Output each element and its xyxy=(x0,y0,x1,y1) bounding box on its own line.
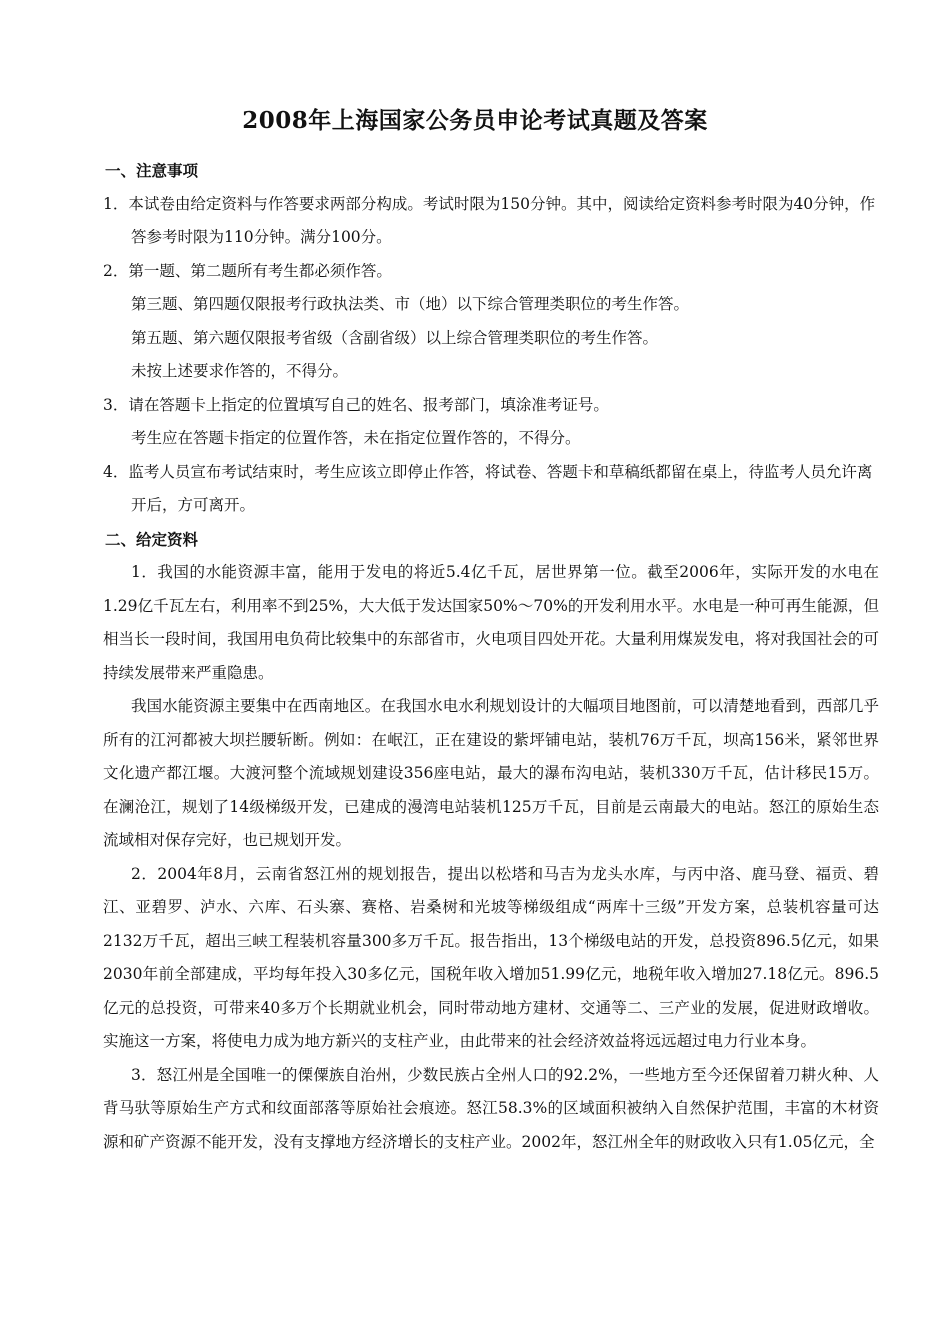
document-title: 2008年上海国家公务员申论考试真题及答案 xyxy=(242,107,708,134)
section-heading-notes: 一、注意事项 xyxy=(105,161,199,180)
notes-item-2-line-3: 第五题、第六题仅限报考省级（含副省级）以上综合管理类职位的考生作答。 xyxy=(131,328,659,347)
notes-item-3-line-2: 考生应在答题卡指定的位置作答，未在指定位置作答的，不得分。 xyxy=(131,429,581,447)
notes-item-2-line-4: 未按上述要求作答的，不得分。 xyxy=(131,362,349,380)
material-paragraph-4: 3．怒江州是全国唯一的傈僳族自治州，少数民族占全州人口的92.2%，一些地方至今还保留着刀耕火种、人背马驮等原始生产方式和纹面部落等原始社会痕迹。怒江58.3%的区域面积被纳入自然保护范围，丰富的木材资源和矿产资源不能开发，没有支撑地方经济增长的支柱产业。2002年，怒江州全年的财政收入只有1.05亿元，全 xyxy=(103,1065,879,1151)
material-paragraph-3: 2．2004年8月，云南省怒江州的规划报告，提出以松塔和马吉为龙头水库，与丙中洛、鹿马登、福贡、碧江、亚碧罗、泸水、六库、石头寨、赛格、岩桑树和光坡等梯级组成“两库十三级”开发方案，总装机容量可达2132万千瓦，超出三峡工程装机容量300多万千瓦。报告指出，13个梯级电站的开发，总投资896.5亿元，如果2030年前全部建成，平均每年投入30多亿元，国税年收入增加51.99亿元，地税年收入增加27.18亿元。896.5亿元的总投资，可带来40多万个长期就业机会，同时带动地方建材、交通等二、三产业的发展，促进财政增收。实施这一方案，将使电力成为地方新兴的支柱产业，由此带来的社会经济效益将远远超过电力行业本身。 xyxy=(103,864,879,1050)
section-heading-materials: 二、给定资料 xyxy=(105,529,199,549)
material-paragraph-1: 1．我国的水能资源丰富，能用于发电的将近5.4亿千瓦，居世界第一位。截至2006年，实际开发的水电在1.29亿千瓦左右，利用率不到25%，大大低于发达国家50%～70%的开发利用水平。水电是一种可再生能源，但相当长一段时间，我国用电负荷比较集中的东部省市，火电项目四处开花。大量利用煤炭发电，将对我国社会的可持续发展带来严重隐患。 xyxy=(103,563,879,682)
document-body xyxy=(103,154,879,1159)
notes-item-1: 1．本试卷由给定资料与作答要求两部分构成。考试时限为150分钟。其中，阅读给定资料参考时限为40分钟，作答参考时限为110分钟。满分100分。 xyxy=(103,194,876,246)
notes-item-2-line-2: 第三题、第四题仅限报考行政执法类、市（地）以下综合管理类职位的考生作答。 xyxy=(131,295,690,313)
notes-item-4: 4．监考人员宣布考试结束时，考生应该立即停止作答，将试卷、答题卡和草稿纸都留在桌上，待监考人员允许离开后，方可离开。 xyxy=(103,462,873,514)
notes-item-2: 2．第一题、第二题所有考生都必须作答。 xyxy=(103,261,392,280)
material-paragraph-2: 我国水能资源主要集中在西南地区。在我国水电水利规划设计的大幅项目地图前，可以清楚地看到，西部几乎所有的江河都被大坝拦腰斩断。例如：在岷江，正在建设的紫坪铺电站，装机76万千瓦，坝高156米，紧邻世界文化遗产都江堰。大渡河整个流域规划建设356座电站，最大的瀑布沟电站，装机330万千瓦，估计移民15万。在澜沧江，规划了14级梯级开发，已建成的漫湾电站装机125万千瓦，目前是云南最大的电站。怒江的原始生态流域相对保存完好，也已规划开发。 xyxy=(103,697,879,849)
notes-item-3: 3．请在答题卡上指定的位置填写自己的姓名、报考部门，填涂准考证号。 xyxy=(103,395,609,414)
